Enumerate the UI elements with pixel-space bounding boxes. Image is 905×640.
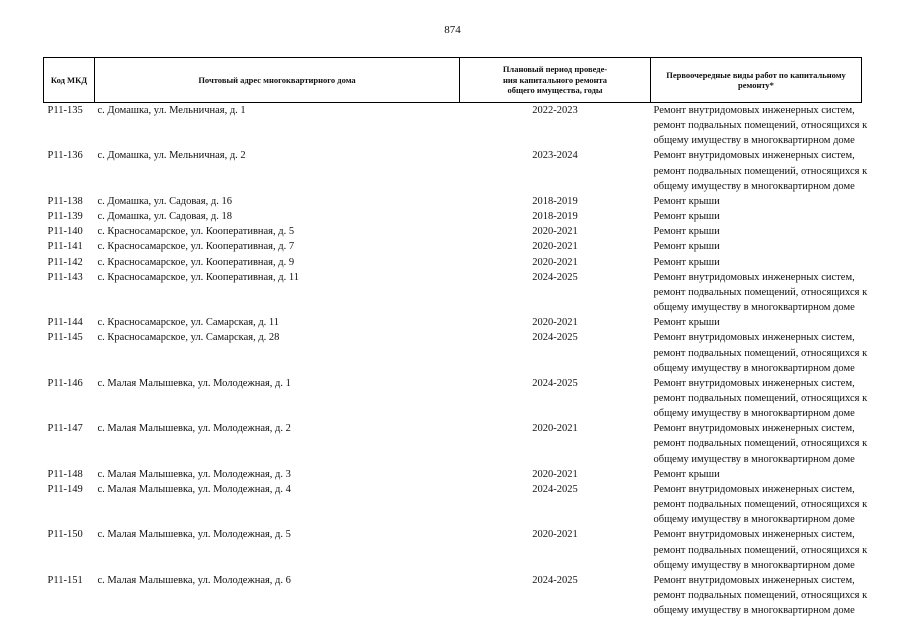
table-body (44, 103, 868, 619)
cell-code: Р11-150 (47, 529, 83, 541)
cell-code: Р11-147 (47, 423, 83, 435)
table-row (44, 315, 862, 330)
works-line: Ремонт крыши (653, 256, 720, 268)
header-period (460, 58, 651, 103)
table-row (44, 194, 862, 209)
works-line: Ремонт внутридомовых инженерных систем, (653, 271, 855, 283)
works-line: Ремонт крыши (653, 226, 720, 238)
table-row (44, 103, 862, 149)
works-line: общему имуществу в многоквартирном доме (653, 559, 855, 571)
cell-period: 2020-2021 (532, 529, 578, 541)
page-number: 874 (444, 24, 461, 36)
works-line: Ремонт крыши (653, 211, 720, 223)
cell-period: 2024-2025 (532, 271, 578, 283)
cell-period: 2020-2021 (532, 226, 578, 238)
cell-period: 2018-2019 (532, 195, 578, 207)
cell-address: с. Малая Малышевка, ул. Молодежная, д. 6 (97, 574, 291, 586)
works-line: общему имуществу в многоквартирном доме (653, 135, 855, 147)
works-line: Ремонт внутридомовых инженерных систем, (653, 105, 855, 116)
cell-address: с. Красносамарское, ул. Кооперативная, д. 5 (97, 226, 295, 238)
cell-period: 2023-2024 (532, 150, 578, 162)
cell-works (651, 376, 868, 421)
cell-period: 2018-2019 (532, 211, 578, 223)
works-line: общему имуществу в многоквартирном доме (653, 362, 855, 374)
cell-address: с. Красносамарское, ул. Самарская, д. 28 (97, 332, 280, 344)
cell-address: с. Домашка, ул. Садовая, д. 16 (97, 195, 232, 207)
works-line: Ремонт крыши (653, 468, 720, 480)
cell-address: с. Красносамарское, ул. Самарская, д. 11 (97, 317, 280, 329)
header-code: Код МКД (44, 58, 95, 103)
works-line: ремонт подвальных помещений, относящихся к (653, 438, 868, 450)
works-line: Ремонт крыши (653, 317, 720, 329)
works-line: ремонт подвальных помещений, относящихся к (653, 499, 868, 511)
header-period-line: ния капитального ремонта (502, 74, 608, 85)
cell-address: с. Красносамарское, ул. Кооперативная, д. 9 (97, 256, 295, 268)
cell-period: 2020-2021 (532, 317, 578, 329)
cell-period: 2022-2023 (532, 105, 578, 116)
works-line: общему имуществу в многоквартирном доме (653, 514, 855, 526)
cell-code: Р11-140 (47, 226, 83, 238)
cell-works (651, 194, 862, 209)
cell-works (651, 224, 862, 239)
works-line: ремонт подвальных помещений, относящихся к (653, 347, 868, 359)
cell-works (651, 239, 862, 254)
cell-works (651, 270, 868, 315)
cell-period: 2024-2025 (532, 483, 578, 495)
cell-code: Р11-139 (47, 211, 83, 223)
header-row (44, 58, 862, 103)
cell-works (651, 421, 868, 466)
works-line: общему имуществу в многоквартирном доме (653, 180, 855, 192)
works-line: Ремонт крыши (653, 241, 720, 253)
cell-period: 2020-2021 (532, 241, 578, 253)
cell-code: Р11-143 (47, 271, 83, 283)
works-line: Ремонт внутридомовых инженерных систем, (653, 150, 855, 162)
table-row (44, 467, 862, 482)
cell-period: 2024-2025 (532, 574, 578, 586)
cell-code: Р11-149 (47, 483, 83, 495)
works-line: Ремонт внутридомовых инженерных систем, (653, 423, 855, 435)
table-row (44, 148, 862, 193)
table-row (44, 376, 862, 421)
works-line: Ремонт внутридомовых инженерных систем, (653, 529, 855, 541)
cell-period: 2024-2025 (532, 377, 578, 389)
cell-works (651, 527, 868, 572)
cell-works (651, 148, 868, 193)
cell-address: с. Домашка, ул. Садовая, д. 18 (97, 211, 232, 223)
header-works-line: ремонту* (738, 80, 774, 90)
table-row (44, 270, 862, 315)
table-row (44, 573, 862, 618)
table-row (44, 255, 862, 270)
cell-address: с. Малая Малышевка, ул. Молодежная, д. 5 (97, 529, 291, 541)
cell-code: Р11-151 (47, 574, 83, 586)
cell-address: с. Малая Малышевка, ул. Молодежная, д. 1 (97, 377, 291, 389)
cell-address: с. Малая Малышевка, ул. Молодежная, д. 2 (97, 423, 291, 435)
cell-code: Р11-148 (47, 468, 83, 480)
cell-code: Р11-136 (47, 150, 83, 162)
works-line: Ремонт крыши (653, 195, 720, 207)
cell-period: 2020-2021 (532, 256, 578, 268)
cell-works (651, 209, 862, 224)
table-row (44, 330, 862, 375)
table-row (44, 224, 862, 239)
works-line: ремонт подвальных помещений, относящихся к (653, 120, 868, 132)
works-line: ремонт подвальных помещений, относящихся к (653, 286, 868, 298)
table-header (44, 58, 862, 103)
table-row (44, 209, 862, 224)
table-row (44, 239, 862, 254)
works-line: ремонт подвальных помещений, относящихся к (653, 165, 868, 177)
cell-code: Р11-146 (47, 377, 83, 389)
header-address: Почтовый адрес многоквартирного дома (95, 58, 460, 103)
cell-code: Р11-135 (47, 105, 83, 116)
header-works-line: Первоочередные виды работ по капитальному (666, 69, 846, 80)
cell-period: 2020-2021 (532, 468, 578, 480)
header-period-line: Плановый период проведе- (502, 64, 608, 75)
cell-address: с. Красносамарское, ул. Кооперативная, д. 7 (97, 241, 295, 253)
cell-code: Р11-144 (47, 317, 83, 329)
works-line: ремонт подвальных помещений, относящихся к (653, 590, 868, 601)
cell-address: с. Красносамарское, ул. Кооперативная, д. 11 (97, 271, 299, 283)
works-line: общему имуществу в многоквартирном доме (653, 302, 855, 314)
cell-works (651, 482, 868, 527)
cell-code: Р11-142 (47, 256, 83, 268)
table-row (44, 527, 862, 572)
cell-period: 2020-2021 (532, 423, 578, 435)
cell-code: Р11-138 (47, 195, 83, 207)
works-line: ремонт подвальных помещений, относящихся к (653, 544, 868, 556)
cell-works (651, 255, 862, 270)
header-period-line: общего имущества, годы (507, 85, 603, 96)
works-line: ремонт подвальных помещений, относящихся к (653, 392, 868, 404)
header-works (651, 58, 862, 103)
works-line: общему имуществу в многоквартирном доме (653, 453, 855, 465)
cell-code: Р11-141 (47, 241, 83, 253)
capital-repair-table (43, 57, 868, 618)
works-line: общему имуществу в многоквартирном доме (653, 408, 855, 420)
cell-address: с. Домашка, ул. Мельничная, д. 1 (97, 105, 246, 116)
cell-works (651, 315, 862, 330)
cell-works (651, 467, 862, 482)
cell-works (651, 330, 868, 375)
cell-address: с. Домашка, ул. Мельничная, д. 2 (97, 150, 246, 162)
cell-address: с. Малая Малышевка, ул. Молодежная, д. 4 (97, 483, 291, 495)
works-line: Ремонт внутридомовых инженерных систем, (653, 574, 855, 586)
cell-works (651, 103, 868, 149)
cell-works (651, 573, 868, 618)
cell-address: с. Малая Малышевка, ул. Молодежная, д. 3 (97, 468, 291, 480)
works-line: Ремонт внутридомовых инженерных систем, (653, 332, 855, 344)
works-line: общему имуществу в многоквартирном доме (653, 605, 855, 617)
cell-period: 2024-2025 (532, 332, 578, 344)
cell-code: Р11-145 (47, 332, 83, 344)
table-row (44, 482, 862, 527)
works-line: Ремонт внутридомовых инженерных систем, (653, 483, 855, 495)
works-line: Ремонт внутридомовых инженерных систем, (653, 377, 855, 389)
table-row (44, 421, 862, 466)
